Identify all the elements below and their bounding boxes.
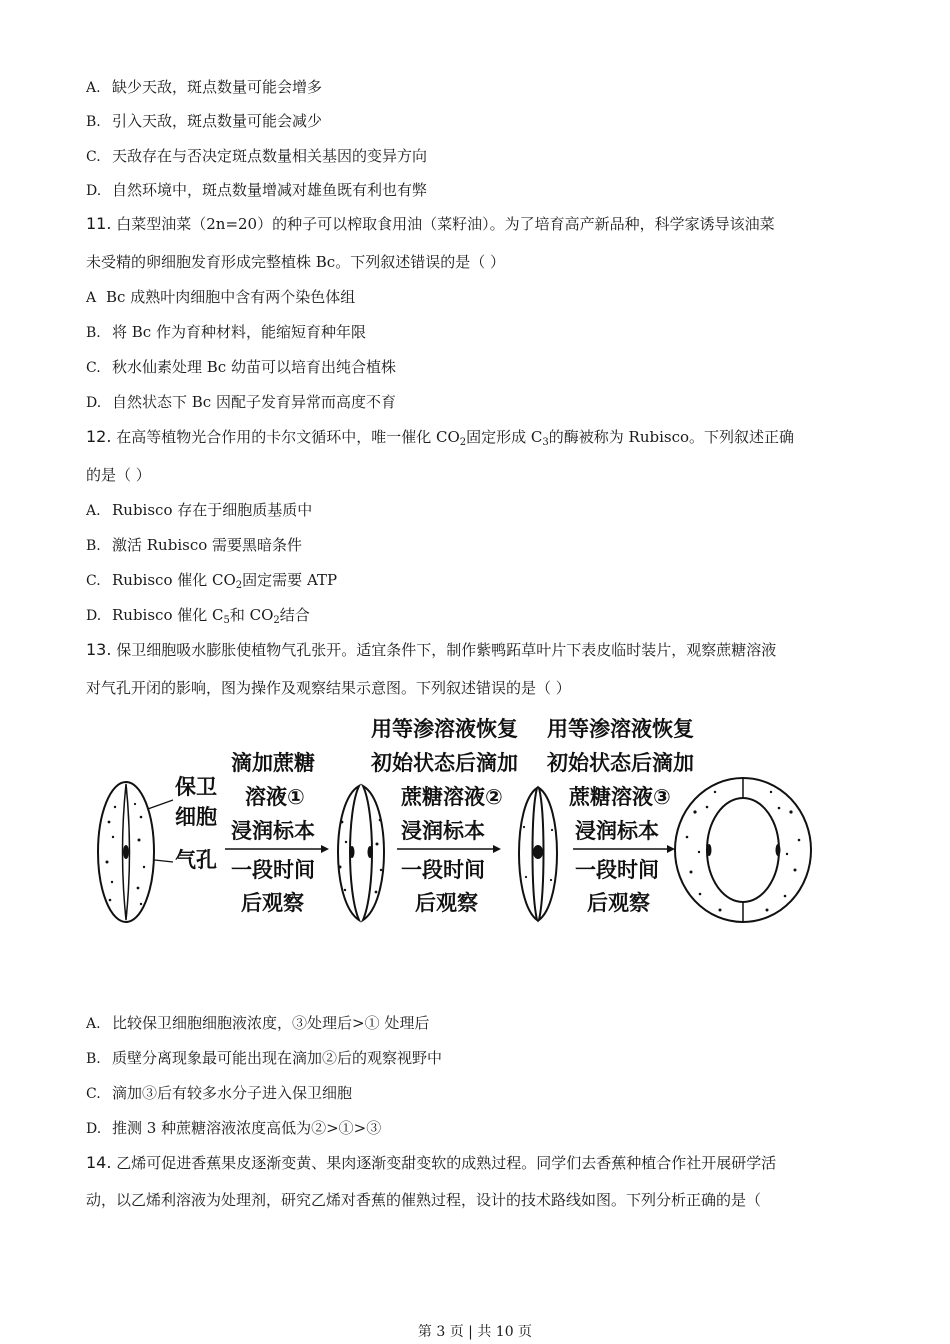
q11-option-b: B. 将 Bc 作为育种材料，能缩短育种年限 [86,323,366,341]
step3-line1: 蔗糖溶液③ [569,785,671,809]
q12-stem-line2: 的是（ ） [86,466,151,484]
arrow-2 [397,845,501,853]
step2-line2: 浸润标本 [401,819,485,843]
guard-cell-pointer [145,800,173,810]
label-guard-cell-2: 细胞 [175,805,217,829]
step1-line5: 后观察 [241,891,304,915]
step3-line4: 后观察 [587,891,650,915]
q10-option-b: B. 引入天敌，斑点数量可能会减少 [86,112,323,130]
step3-top-line2: 初始状态后滴加 [547,751,694,775]
q13-option-b: B. 质壁分离现象最可能出现在滴加②后的观察视野中 [86,1049,443,1067]
step2-top-line1: 用等渗溶液恢复 [371,717,518,741]
q12-option-c: C. Rubisco 催化 $CO_2$固定需要 ATP [86,571,338,591]
step1-line3: 浸润标本 [231,819,315,843]
step2-line4: 后观察 [415,891,478,915]
q13-stem-line1: 13. 保卫细胞吸水膨胀使植物气孔张开。适宜条件下，制作紫鸭跖草叶片下表皮临时装片，观察蔗糖溶液 [86,640,777,659]
q10-option-d: D. 自然环境中，斑点数量增减对雄鱼既有利也有弊 [86,181,428,199]
step3-top-line1: 用等渗溶液恢复 [547,717,694,741]
step3-line3: 一段时间 [575,858,659,882]
step1-line4: 一段时间 [231,858,315,882]
q12-option-d: D. Rubisco 催化 $C_5$和 $CO_2$结合 [86,606,310,626]
q13-stem-line2: 对气孔开闭的影响，图为操作及观察结果示意图。下列叙述错误的是（ ） [86,679,571,697]
q12-option-b: B. 激活 Rubisco 需要黑暗条件 [86,536,303,554]
arrow-1 [225,845,329,853]
q11-stem-line2: 未受精的卵细胞发育形成完整植株 Bc。下列叙述错误的是（ ） [86,253,505,271]
q12-option-a: A. Rubisco 存在于细胞质基质中 [86,501,313,519]
q13-option-d: D. 推测 3 种蔗糖溶液浓度高低为②>①>③ [86,1119,382,1137]
stoma-after-solution-3 [675,778,811,922]
step3-line2: 浸润标本 [575,819,659,843]
label-guard-cell-1: 保卫 [175,775,217,799]
q11-option-c: C. 秋水仙素处理 Bc 幼苗可以培育出纯合植株 [86,358,396,376]
stoma-initial [98,782,154,922]
q13-option-a: A. 比较保卫细胞细胞液浓度，③处理后>① 处理后 [86,1014,430,1032]
stoma-after-solution-1 [338,786,384,920]
stoma-after-solution-2 [519,788,557,920]
label-stoma: 气孔 [175,848,217,872]
q11-stem-line1: 11. 白菜型油菜（2n=20）的种子可以榨取食用油（菜籽油）。为了培育高产新品种，科学家诱导该油菜 [86,214,775,233]
step2-line1: 蔗糖溶液② [401,785,503,809]
page-footer: 第 3 页 | 共 10 页 [417,1324,533,1340]
q14-stem-line2: 动，以乙烯利溶液为处理剂，研究乙烯对香蕉的催熟过程，设计的技术路线如图。下列分析正确的是（ [86,1191,762,1209]
q11-option-d: D. 自然状态下 Bc 因配子发育异常而高度不育 [86,393,396,411]
q14-stem-line1: 14. 乙烯可促进香蕉果皮逐渐变黄、果肉逐渐变甜变软的成熟过程。同学们去香蕉种植合作社开展研学活 [86,1153,777,1172]
q13-option-c: C. 滴加③后有较多水分子进入保卫细胞 [86,1084,353,1102]
q10-option-a: A. 缺少天敌，斑点数量可能会增多 [86,78,323,96]
q12-stem-line1: 12. 在高等植物光合作用的卡尔文循环中，唯一催化 $CO_2$固定形成 $C_3$的酶被称为 Rubisco。下列叙述正确 [86,427,795,448]
stomata-experiment-figure [95,712,815,937]
q11-option-a: A Bc 成熟叶肉细胞中含有两个染色体组 [86,288,356,306]
arrow-3 [573,845,675,853]
step2-top-line2: 初始状态后滴加 [371,751,518,775]
q10-option-c: C. 天敌存在与否决定斑点数量相关基因的变异方向 [86,147,428,165]
step1-line1: 滴加蔗糖 [231,751,315,775]
step1-line2: 溶液① [245,785,305,809]
step2-line3: 一段时间 [401,858,485,882]
